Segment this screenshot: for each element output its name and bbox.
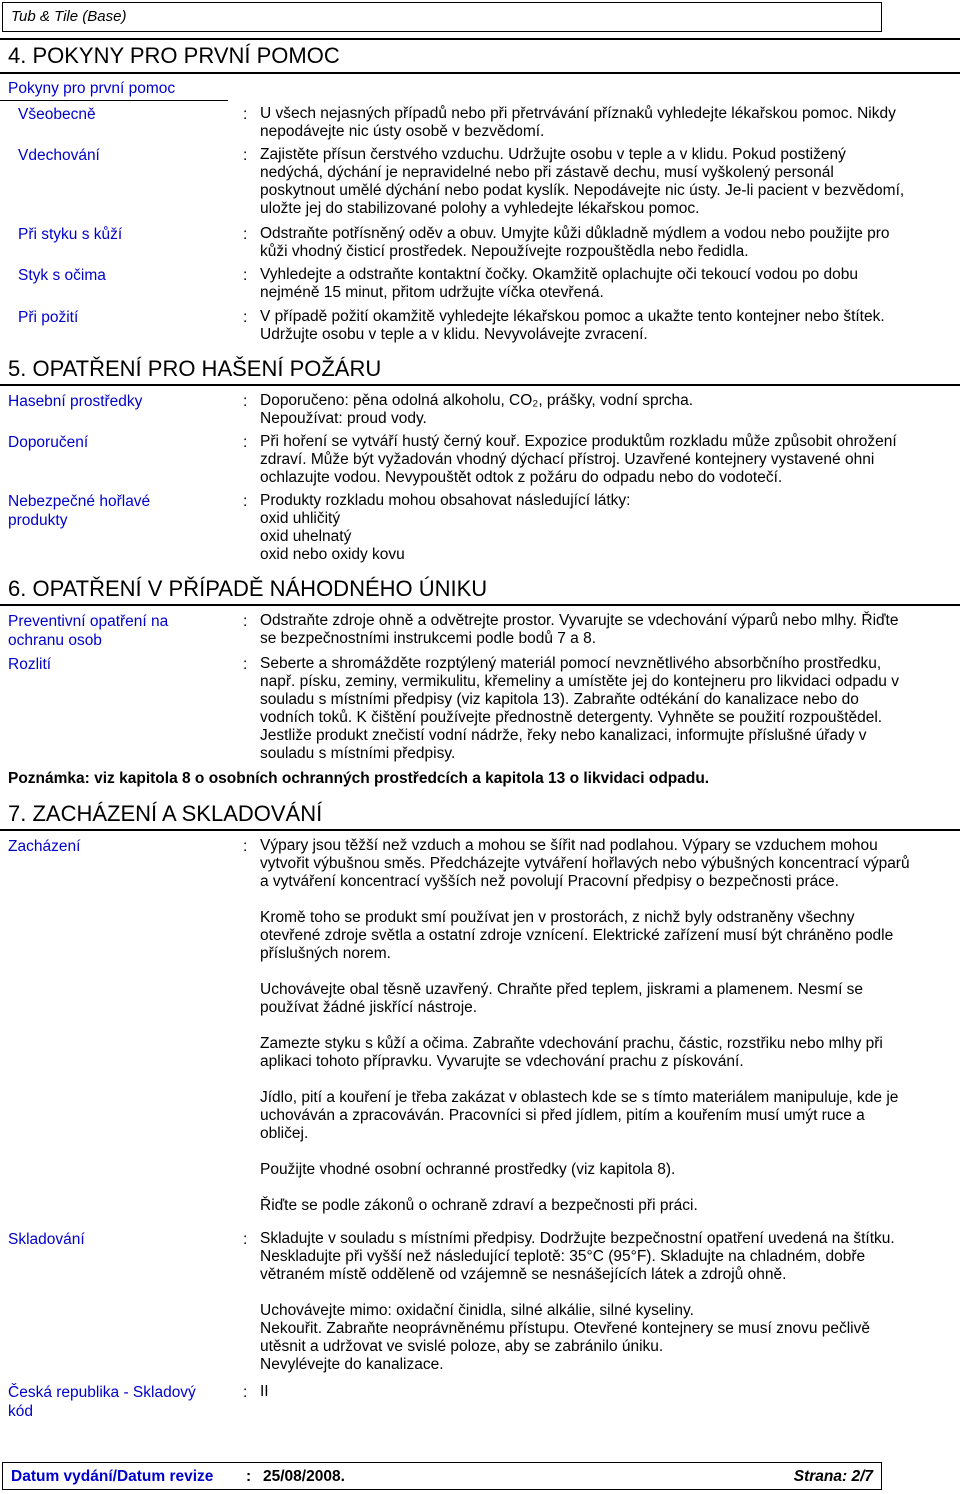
text-storage-code: II xyxy=(260,1383,269,1400)
page-number: Strana: 2/7 xyxy=(793,1468,873,1485)
section-4-subtitle: Pokyny pro první pomoc xyxy=(8,80,176,97)
section-divider xyxy=(0,829,960,831)
label-hazardous-products: Nebezpečné hořlavé produkty xyxy=(8,493,151,529)
label-general: Všeobecně xyxy=(18,106,96,123)
colon: : xyxy=(243,434,248,451)
subtitle-underline xyxy=(0,100,228,101)
label-eye-contact: Styk s očima xyxy=(18,267,106,284)
label-inhalation: Vdechování xyxy=(18,147,100,164)
label-recommendation: Doporučení xyxy=(8,434,89,451)
footer-colon: : xyxy=(246,1468,252,1485)
colon: : xyxy=(243,309,248,326)
colon: : xyxy=(243,838,248,855)
colon: : xyxy=(243,393,248,410)
document-header xyxy=(2,2,882,32)
colon: : xyxy=(243,267,248,284)
section-divider xyxy=(0,604,960,606)
section-divider xyxy=(0,72,960,74)
section-6-note: Poznámka: viz kapitola 8 o osobních ochranných prostředcích a kapitola 13 o likvidaci odpadu. xyxy=(8,770,710,787)
text-skin-contact: Odstraňte potřísněný oděv a obuv. Umyjte kůži důkladně mýdlem a vodou nebo použijte pro kůži vhodný čisticí prostředek. Nepoužívejte rozpouštědla nebo ředidla. xyxy=(260,225,890,260)
footer-date-label: Datum vydání/Datum revize xyxy=(11,1468,214,1485)
text-ingestion: V případě požití okamžitě vyhledejte lékařskou pomoc a ukažte tento kontejner nebo štítek. Udržujte osobu v teple a v klidu. Nevyvolávejte zvracení. xyxy=(260,308,885,343)
text-hazardous-products: Produkty rozkladu mohou obsahovat následující látky: oxid uhličitý oxid uhelnatý oxid nebo oxidy kovu xyxy=(260,492,631,563)
section-divider xyxy=(0,38,960,40)
section-5-title: 5. OPATŘENÍ PRO HAŠENÍ POŽÁRU xyxy=(8,356,382,381)
label-handling: Zacházení xyxy=(8,838,81,855)
text-inhalation: Zajistěte přísun čerstvého vzduchu. Udržujte osobu v teple a v klidu. Pokud postižený nedýchá, dýchání je nepravidelné nebo při zástavě dechu, musí vyškolený personál poskytnout umělé dýchání nebo podat kyslík. Nepodávejte nic ústy. Je-li pacient v bezvědomí, uložte jej do stabilizované polohy a vyhledejte lékařskou pomoc. xyxy=(260,146,905,217)
colon: : xyxy=(243,493,248,510)
label-extinguishing-media: Hasební prostředky xyxy=(8,393,143,410)
section-divider xyxy=(0,384,960,386)
colon: : xyxy=(243,147,248,164)
label-storage: Skladování xyxy=(8,1231,85,1248)
text-extinguishing-media: Doporučeno: pěna odolná alkoholu, CO₂, prášky, vodní sprcha. Nepoužívat: proud vody. xyxy=(260,392,694,427)
colon: : xyxy=(243,226,248,243)
section-4-title: 4. POKYNY PRO PRVNÍ POMOC xyxy=(8,43,340,68)
colon: : xyxy=(243,1231,248,1248)
label-ingestion: Při požití xyxy=(18,309,79,326)
colon: : xyxy=(243,1384,248,1401)
colon: : xyxy=(243,106,248,123)
colon: : xyxy=(243,656,248,673)
document-footer xyxy=(2,1462,882,1490)
text-recommendation: Při hoření se vytváří hustý černý kouř. Expozice produktům rozkladu může způsobit ohrožení zdraví. Může být vyžadován vhodný dýchací přístroj. Uzavřené kontejnery vystavené ohni ochlazujte vodou. Nevypouštět odtok z požáru do odpadu nebo do vodotečí. xyxy=(260,433,897,486)
label-skin-contact: Při styku s kůží xyxy=(18,226,123,243)
section-6-title: 6. OPATŘENÍ V PŘÍPADĚ NÁHODNÉHO ÚNIKU xyxy=(8,576,488,601)
footer-date: 25/08/2008. xyxy=(263,1468,345,1485)
text-storage: Skladujte v souladu s místními předpisy. Dodržujte bezpečnostní opatření uvedená na štítku. Neskladujte při vyšší než následující teplotě: 35°C (95°F). Skladujte na chladném, dobře větraném místě odděleně od vzájemně se nesnášejících látek a zdrojů ohně. Uchovávejte mimo: oxidační činidla, silné alkálie, silné kyseliny. Nekouřit. Zabraňte neoprávněnému přístupu. Otevřené kontejnery se musí znovu pečlivě utěsnit a udržovat ve svislé poloze, aby se zabránilo úniku. Nevylévejte do kanalizace. xyxy=(260,1230,895,1373)
label-spill: Rozlití xyxy=(8,656,52,673)
text-personal-precautions: Odstraňte zdroje ohně a odvětrejte prostor. Vyvarujte se vdechování výparů nebo mlhy. Řiďte se bezpečnostními instrukcemi podle bodů 7 a 8. xyxy=(260,612,899,647)
text-spill: Seberte a shromážděte rozptýlený materiál pomocí nevznětlivého absorbčního prostředku, např. písku, zeminy, vermikulitu, křemeliny a umístěte jej do kontejneru pro likvidaci odpadu v souladu s místními předpisy (viz kapitola 13). Zabraňte odtékání do kanalizace nebo do vodních toků. K čištění používejte přednostně detergenty. Vyhněte se použití rozpouštědel. Jestliže produkt znečistí vodní nádrže, řeky nebo kanalizaci, informujte příslušné úřady v souladu s místními předpisy. xyxy=(260,655,899,762)
text-eye-contact: Vyhledejte a odstraňte kontaktní čočky. Okamžitě oplachujte oči tekoucí vodou po dobu nejméně 15 minut, přitom udržujte víčka otevřená. xyxy=(260,266,858,301)
text-handling: Výpary jsou těžší než vzduch a mohou se šířit nad podlahou. Výpary se vzduchem mohou vytvořit výbušnou směs. Předcházejte vytváření hořlavých nebo výbušných koncentrací výparů a vytváření koncentrací vyšších než povolují Pracovní předpisy o bezpečnosti práce. Kromě toho se produkt smí používat jen v prostorách, z nichž byly odstraněny všechny otevřené zdroje světla a ostatní zdroje vznícení. Elektrické zařízení musí být chráněno podle příslušných norem. Uchovávejte obal těsně uzavřený. Chraňte před teplem, jiskrami a plamenem. Nesmí se používat žádné jiskřící nástroje. Zamezte styku s kůží a očima. Zabraňte vdechování prachu, částic, rozstřiku nebo mlhy při aplikaci tohoto přípravku. Vyvarujte se vdechování prachu z pískování. Jídlo, pití a kouření je třeba zakázat v oblastech kde se s tímto materiálem manipuluje, kde je uchováván a zpracováván. Pracovníci si před jídlem, pitím a kouřením musí umýt ruce a obličej. Použijte vhodné osobní ochranné prostředky (viz kapitola 8). Řiďte se podle zákonů o ochraně zdraví a bezpečnosti při práci. xyxy=(260,837,910,1214)
label-personal-precautions: Preventivní opatření na ochranu osob xyxy=(8,613,169,649)
section-7-title: 7. ZACHÁZENÍ A SKLADOVÁNÍ xyxy=(8,801,323,826)
colon: : xyxy=(243,613,248,630)
text-general: U všech nejasných případů nebo při přetrvávání příznaků vyhledejte lékařskou pomoc. Nikdy nepodávejte nic ústy osobě v bezvědomí. xyxy=(260,105,896,140)
label-storage-code: Česká republika - Skladový kód xyxy=(8,1384,196,1420)
product-name: Tub & Tile (Base) xyxy=(11,8,127,25)
